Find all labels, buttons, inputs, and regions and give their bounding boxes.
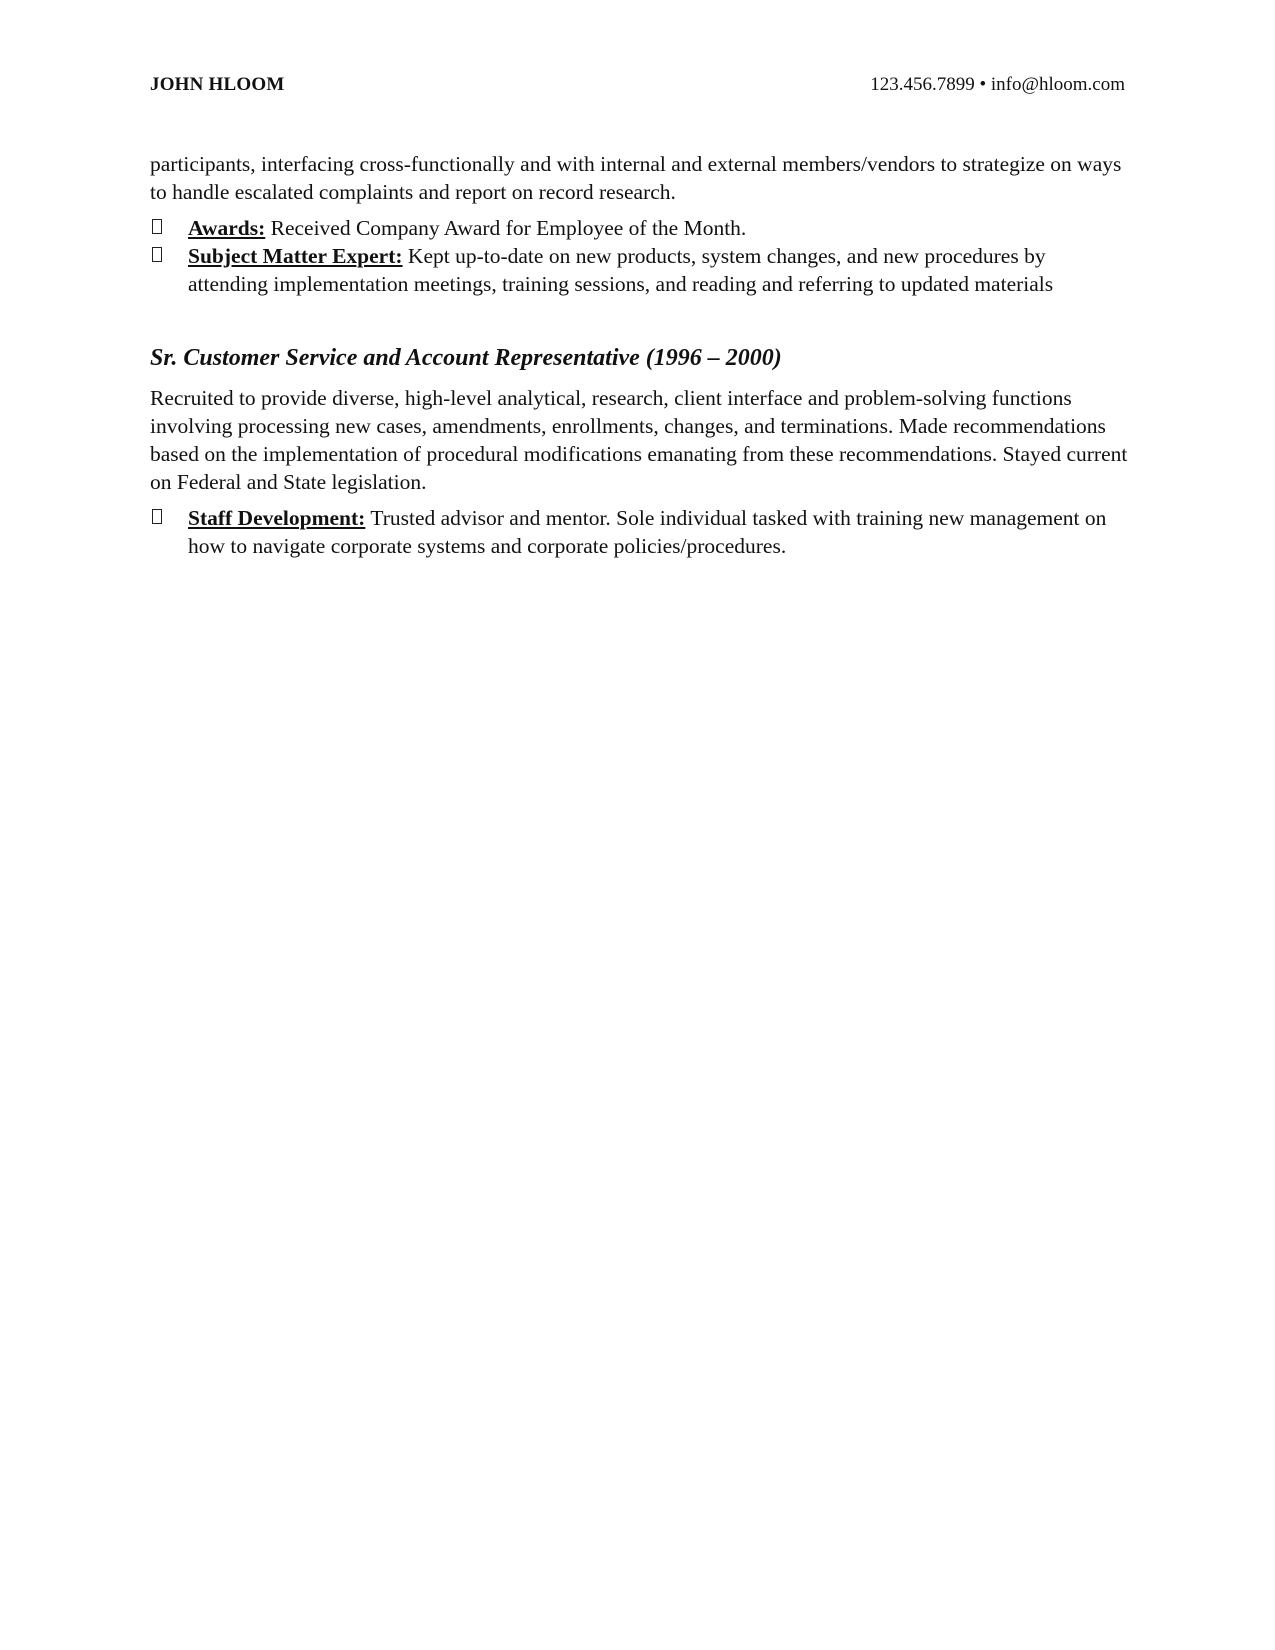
bullet-box-icon <box>152 509 162 524</box>
achievement-item-subject-matter-expert <box>150 242 1130 298</box>
achievement-item-staff-development <box>150 504 1130 560</box>
candidate-name: JOHN HLOOM <box>150 74 285 95</box>
contact-info: 123.456.7899 • info@hloom.com <box>870 74 1125 95</box>
continuation-paragraph: participants, interfacing cross-functionally and with internal and external members/vendors to strategize on ways to handle escalated complaints and report on record research. <box>150 152 1122 204</box>
bullet-box-icon <box>152 219 162 234</box>
role-title: Sr. Customer Service and Account Representative (1996 – 2000) <box>150 345 782 371</box>
page-content <box>150 150 1130 560</box>
achievement-lead: Subject Matter Expert: <box>188 244 403 268</box>
page-header <box>150 74 1125 96</box>
achievement-text: Received Company Award for Employee of the Month. <box>265 216 747 240</box>
achievement-text: Trusted advisor and mentor. Sole individual tasked with training new management on how to navigate corporate systems and corporate policies/procedures. <box>188 506 1107 558</box>
achievement-lead: Awards: <box>188 216 266 240</box>
bullet-box-icon <box>152 247 162 262</box>
achievement-text: Kept up-to-date on new products, system changes, and new procedures by attending implementation meetings, training sessions, and reading and referring to updated materials <box>188 244 1054 296</box>
role-description: Recruited to provide diverse, high-level analytical, research, client interface and problem-solving functions involving processing new cases, amendments, enrollments, changes, and terminations. Made recommendations based on the implementation of procedural modifications emanating from these recommendations. Stayed current on Federal and State legislation. <box>150 386 1128 494</box>
achievement-item-awards <box>150 214 1130 242</box>
role-achievement-list <box>150 504 1130 560</box>
achievement-lead: Staff Development: <box>188 506 366 530</box>
achievement-list <box>150 214 1130 298</box>
